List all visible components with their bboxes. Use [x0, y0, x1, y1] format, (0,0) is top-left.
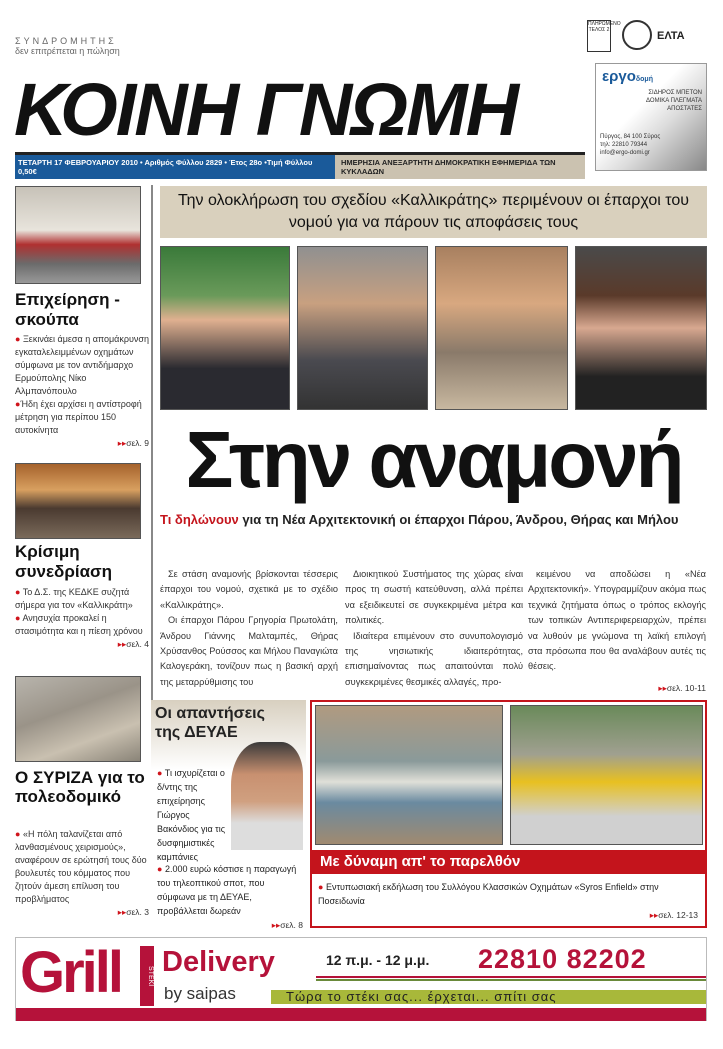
- slogan: Τώρα το στέκι σας... έρχεται... σπίτι σας: [271, 990, 706, 1004]
- ad-line: ΔΟΜΙΚΑ ΠΛΕΓΜΑΤΑ: [646, 98, 702, 104]
- article-column: [345, 567, 523, 690]
- phone-number: 22810 82202: [478, 944, 647, 974]
- side-headline: Ο ΣΥΡΙΖΑ για το πολεοδομικό: [15, 768, 145, 806]
- portrait-photo: [297, 246, 428, 410]
- opening-hours: 12 π.μ. - 12 μ.μ.: [326, 952, 430, 968]
- decor-stripes: [316, 976, 706, 981]
- deyae-box: [151, 700, 306, 928]
- page-ref-link[interactable]: σελ. 4: [126, 639, 149, 649]
- paragraph: Ιδιαίτερα επιμένουν στο συνυπολογισμό της νησιωτικής ιδιαιτερότητας, επισημαίνοντας πως απαιτούνται πολύ συγκεκριμένες θεσμικές αλλαγές, προ-: [345, 630, 523, 687]
- subscriber-note: δεν επιτρέπεται η πώληση: [15, 46, 120, 56]
- side-bullets: ● Το Δ.Σ. της ΚΕΔΚΕ συζητά σήμερα για τον «Καλλικράτη» ● Ανησυχία προκαλεί η στασιμότητα και η πίεση χρόνου ▸▸σελ. 4: [15, 587, 149, 649]
- ad-email: info@ergo-domi.gr: [600, 150, 650, 156]
- ad-line: ΣΙΔΗΡΟΣ ΜΠΕΤΟΝ: [648, 90, 702, 96]
- meeting-photo: [15, 463, 141, 539]
- ad-phone: τηλ: 22810 79344: [600, 142, 648, 148]
- ad-brand-suffix: δομή: [635, 76, 653, 83]
- seal-icon: [622, 20, 652, 50]
- lead-subhead: [160, 512, 707, 527]
- paragraph: Οι έπαρχοι Πάρου Γρηγορία Πρωτολάτη, Άνδρου Γιάννης Μαλταμπές, Θήρας Χρύσανθος Ρούσσος και Μήλου Παναγιώτα Καλογεράκη, τονίζουν πως η βασική αρχή της μεταρρύθμισης του: [160, 615, 338, 687]
- bullet-text: Ήδη έχει αρχίσει η αντίστροφή μέτρηση για περίπου 150 αυτοκίνητα: [15, 399, 142, 435]
- subhead-text: για τη Νέα Αρχιτεκτονική οι έπαρχοι Πάρου, Άνδρου, Θήρας και Μήλου: [238, 512, 679, 527]
- town-photo: [15, 676, 141, 762]
- page-ref-link[interactable]: σελ. 9: [126, 438, 149, 448]
- steki-logo: STEKI: [140, 946, 154, 1006]
- bullet-text: Εντυπωσιακή εκδήλωση του Συλλόγου Κλασσικών Οχημάτων «Syros Enfield» στην Ποσειδωνία: [318, 882, 659, 906]
- page-ref-link[interactable]: σελ. 10-11: [666, 682, 706, 693]
- side-bullets: ● «Η πόλη ταλανίζεται από λανθασμένους χειρισμούς», αναφέρουν σε ερώτησή τους δύο βουλευτές του κόμματος που ζητούν άμεση επίλυση του προβλήματος ▸▸σελ. 3: [15, 829, 149, 917]
- ad-brand: εργο: [602, 68, 636, 85]
- cars-headline: Με δύναμη απ' το παρελθόν: [312, 850, 705, 874]
- side-headline: Επιχείρηση - σκούπα: [15, 290, 120, 329]
- paragraph: κειμένου να αποδώσει η «Νέα Αρχιτεκτονική». Υπογραμμίζουν ακόμα πως τεχνικά ζητήματα όπως ο τρόπος εκλογής των τοπικών Αντιπεριφερειαρχών, πρέπει να λυθούν με γνώμονα τη λαϊκή επιλογή στα πρόσωπα που θα αναλάβουν αυτές τις θέσεις.: [528, 569, 706, 672]
- portrait-photo: [160, 246, 290, 410]
- side-headline: Κρίσιμη συνεδρίαση: [15, 542, 113, 581]
- bullet-text: Το Δ.Σ. της ΚΕΔΚΕ συζητά σήμερα για τον «Καλλικράτη»: [15, 587, 133, 610]
- article-column: [160, 567, 338, 690]
- ad-line: ΑΠΟΣΤΑΤΕΣ: [667, 106, 702, 112]
- bullet-text: 2.000 ευρώ κόστισε η παραγωγή του τηλεοπτικού σποτ, που σύμφωνα με τη ΔΕΥΑΕ, προβάλλεται δωρεάν: [157, 864, 297, 916]
- delivery-label: Delivery: [162, 946, 275, 978]
- bullet-text: Τι ισχυρίζεται ο δ/ντης της επιχείρησης Γιώργος Βακόνδιος για τις δυσφημιστικές καμπάνιες: [157, 768, 226, 862]
- lead-kicker: Την ολοκλήρωση του σχεδίου «Καλλικράτης» περιμένουν οι έπαρχοι του νομού για να πάρουν τις αποφάσεις τους: [160, 186, 707, 238]
- portrait-photo: [575, 246, 707, 410]
- grill-delivery-ad[interactable]: [15, 937, 707, 1021]
- deyae-bullet: ● Τι ισχυρίζεται ο δ/ντης της επιχείρησης Γιώργος Βακόνδιος για τις δυσφημιστικές καμπάνιες: [157, 768, 226, 862]
- bullet-text: Ανησυχία προκαλεί η στασιμότητα και η πίεση χρόνου: [15, 613, 143, 636]
- ad-address: Πύργος, 84 100 Σύρος: [600, 134, 661, 140]
- page-ref-link[interactable]: σελ. 8: [280, 920, 303, 930]
- deyae-headline: Οι απαντήσεις της ΔΕΥΑΕ: [155, 705, 265, 741]
- paragraph: Σε στάση αναμονής βρίσκονται τέσσερις έπαρχοι του νομού, σχετικά με το σχέδιο «Καλλικράτης».: [160, 569, 338, 610]
- director-photo: [231, 742, 303, 850]
- column-divider: [151, 185, 153, 705]
- classic-cars-photo: [510, 705, 703, 845]
- tagline: ΗΜΕΡΗΣΙΑ ΑΝΕΞΑΡΤΗΤΗ ΔΗΜΟΚΡΑΤΙΚΗ ΕΦΗΜΕΡΙΔΑ ΤΩΝ ΚΥΚΛΑΔΩΝ: [335, 155, 585, 179]
- classic-cars-box: [310, 700, 707, 928]
- classic-cars-photo: [315, 705, 503, 845]
- bullet-text: Ξεκινάει άμεσα η απομάκρυνση εγκαταλελειμμένων οχημάτων σύμφωνα με τον αντιδήμαρχο Ερμούπολης Νίκο Αλμπανόπουλο: [15, 334, 149, 396]
- elta-logo: ΕΛΤΑ: [657, 30, 685, 42]
- ergodomi-ad[interactable]: [595, 63, 707, 171]
- paragraph: Διοικητικού Συστήματος της χώρας είναι προς τη σωστή κατεύθυνση, αλλά πρέπει να εξειδικευτεί σε συγκεκριμένα μέτρα και πολιτικές.: [345, 569, 523, 626]
- newspaper-title: ΚΟΙΝΗ ΓΝΩΜΗ: [14, 68, 518, 151]
- issue-bar: [15, 152, 585, 179]
- article-column: κειμένου να αποδώσει η «Νέα Αρχιτεκτονική». Υπογραμμίζουν ακόμα πως τεχνικά ζητήματα όπως ο τρόπος εκλογής των τοπικών Αντιπεριφερειαρχών, πρέπει να λυθούν με γνώμονα τη λαϊκή επιλογή στα πρόσωπα που θα αναλάβουν αυτές τις θέσεις. ▸▸σελ. 10-11: [528, 569, 706, 693]
- postal-stamp: ΠΛΗΡΩΜΕΝΟ ΤΕΛΟΣ 2: [587, 20, 611, 52]
- deyae-bullet: ● 2.000 ευρώ κόστισε η παραγωγή του τηλεοπτικού σποτ, που σύμφωνα με τη ΔΕΥΑΕ, προβάλλεται δωρεάν ▸▸σελ. 8: [157, 864, 303, 930]
- bullet-text: «Η πόλη ταλανίζεται από λανθασμένους χειρισμούς», αναφέρουν σε ερώτησή τους δύο βουλευτές του κόμματος που ζητούν άμεση επίλυση του προβλήματος: [15, 829, 147, 904]
- grill-logo: Grill: [20, 940, 122, 1005]
- ad-footer-band: [16, 1008, 706, 1021]
- cars-bullet: ● Εντυπωσιακή εκδήλωση του Συλλόγου Κλασσικών Οχημάτων «Syros Enfield» στην Ποσειδωνία ▸▸σελ. 12-13: [318, 882, 698, 920]
- issue-info: ΤΕΤΑΡΤΗ 17 ΦΕΒΡΟΥΑΡΙΟΥ 2010 • Αριθμός Φύλλου 2829 • Έτος 28ο •Τιμή Φύλλου 0,50€: [15, 155, 335, 179]
- abandoned-cars-photo: [15, 186, 141, 284]
- page-ref-link[interactable]: σελ. 3: [126, 907, 149, 917]
- main-headline: Στην αναμονή: [185, 415, 682, 504]
- by-saipas: by saipas: [164, 984, 236, 1003]
- side-bullets: ● Ξεκινάει άμεσα η απομάκρυνση εγκαταλελειμμένων οχημάτων σύμφωνα με τον αντιδήμαρχο Ερμούπολης Νίκο Αλμπανόπουλο ●Ήδη έχει αρχίσει η αντίστροφή μέτρηση για περίπου 150 αυτοκίνητα ▸▸σελ. 9: [15, 334, 149, 448]
- subscriber-label: ΣΥΝΔΡΟΜΗΤΗΣ: [15, 36, 117, 46]
- subhead-highlight: Τι δηλώνουν: [160, 512, 239, 527]
- page-ref-link[interactable]: σελ. 12-13: [658, 910, 698, 920]
- portrait-photo: [435, 246, 568, 410]
